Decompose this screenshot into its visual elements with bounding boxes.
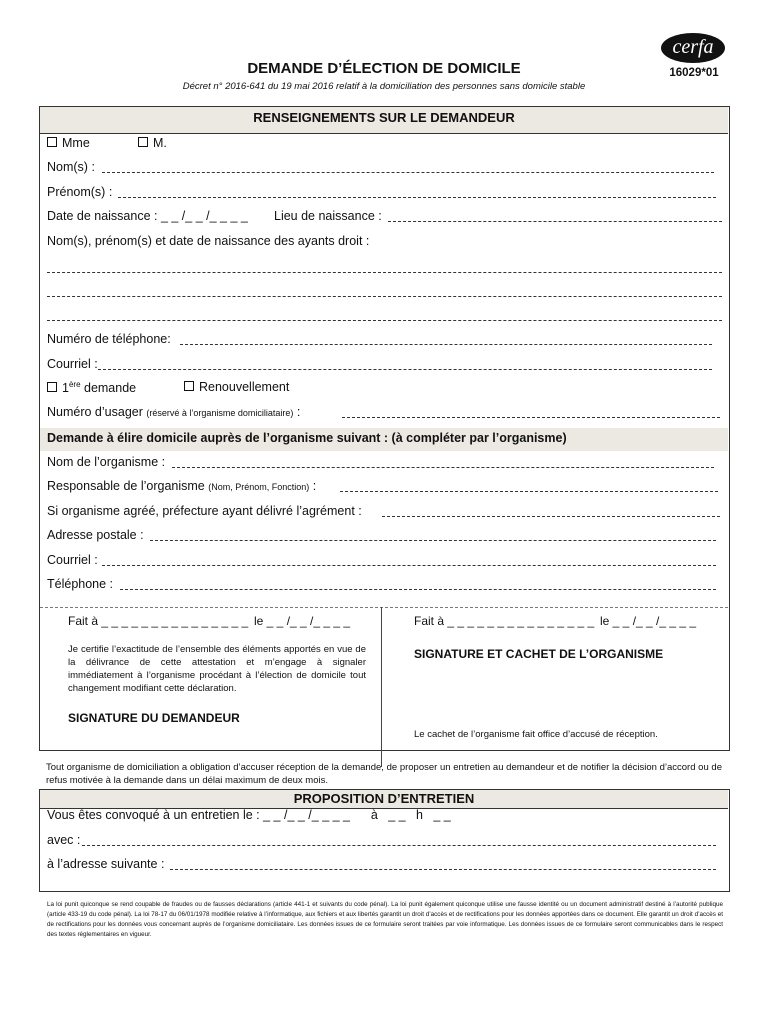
checkbox-label: demande [80, 381, 137, 396]
superscript: ère [68, 380, 81, 389]
field-nom-organisme[interactable] [172, 467, 714, 468]
section-header-entretien [40, 790, 728, 809]
label-prenom: Prénom(s) : [47, 185, 113, 199]
field-lieu-naissance[interactable] [388, 221, 722, 222]
field-courriel-org[interactable] [102, 565, 716, 566]
label-lieu-naissance: Lieu de naissance : [274, 209, 382, 223]
label-nom-organisme: Nom de l’organisme : [47, 455, 166, 469]
checkbox-label: M. [153, 136, 167, 150]
form-number: 16029*01 [669, 67, 719, 79]
section-title-organisme: Demande à élire domicile auprès de l’organisme suivant : (à compléter par l’organisme) [47, 431, 567, 445]
label-avec: avec : [47, 833, 81, 847]
label-colon: : [296, 405, 301, 419]
checkbox-icon [47, 137, 57, 147]
notice-text: Tout organisme de domiciliation a obligation d’accuser réception de la demande, de proposer un entretien au demandeur et de notifier la décision d’accord ou de refus motivée à la demande dans un délai maximum de deux mois. [46, 762, 722, 786]
signature-divider [40, 607, 728, 608]
label-note: (réservé à l’organisme domiciliataire) [146, 408, 294, 418]
label-note: (Nom, Prénom, Fonction) [208, 482, 310, 492]
section-title: PROPOSITION D’ENTRETIEN [293, 791, 475, 806]
field-ayants-droit-1[interactable] [47, 272, 722, 273]
field-adresse-entretien[interactable] [170, 869, 716, 870]
checkbox-icon [47, 382, 57, 392]
checkbox-label: Mme [62, 136, 90, 150]
cerfa-logo: cerfa [661, 33, 725, 63]
label-adresse-postale: Adresse postale : [47, 528, 144, 542]
cachet-note: Le cachet de l’organisme fait office d’accusé de réception. [414, 729, 658, 740]
checkbox-mme[interactable] [47, 136, 90, 150]
field-adresse-postale[interactable] [150, 540, 716, 541]
checkbox-icon [138, 137, 148, 147]
signature-organisme-label: SIGNATURE ET CACHET DE L’ORGANISME [414, 647, 664, 661]
field-ayants-droit-2[interactable] [47, 296, 722, 297]
certification-text: Je certifie l’exactitude de l’ensemble des éléments apportés en vue de la délivrance de cette attestation et m’engage à signaler immédiatement à l’organisme procédant à l’élection de domicile tout changement modifiant cette déclaration. [68, 644, 366, 694]
signature-column-divider [381, 607, 382, 767]
label-nom: Nom(s) : [47, 160, 95, 174]
field-courriel[interactable] [98, 369, 712, 370]
field-ayants-droit-3[interactable] [47, 320, 722, 321]
label-courriel-org: Courriel : [47, 553, 98, 567]
label-responsable [47, 479, 316, 493]
checkbox-label: 1 [62, 381, 69, 396]
field-avec[interactable] [82, 845, 716, 846]
field-convocation[interactable]: Vous êtes convoqué à un entretien le : _ _ /_ _ /_ _ _ _ à _ _ h _ _ [47, 808, 451, 822]
checkbox-m[interactable] [138, 136, 167, 150]
legal-notice: La loi punit quiconque se rend coupable de fraudes ou de fausses déclarations (article 441-1 et suivants du code pénal). La loi punit également quiconque utilise une fausse identité ou un document administratif destiné à l’autorité publique (article 433-19 du code pénal). La loi 78-17 du 06/01/1978 modifiée relative à l’informatique, aux fichiers et aux libertés garantit un droit d’accès et de rectifications pour les données apportées dans ce document. Elle garantit un droit d’accès et de rectifications pour les données vous concernant auprès de l’organisme domiciliataire. Les données issues de ce formulaire seront traitées par voie informatique. Les données issues de ce formulaire seront communicables dans le respect des textes réglementaires en vigueur. [47, 901, 723, 938]
label-text: Responsable de l’organisme [47, 479, 205, 493]
form-subtitle: Décret n° 2016-641 du 19 mai 2016 relatif à la domiciliation des personnes sans domicile stable [182, 81, 586, 92]
field-fait-a-left[interactable]: Fait à _ _ _ _ _ _ _ _ _ _ _ _ _ _ _ [68, 614, 249, 628]
section-title: RENSEIGNEMENTS SUR LE DEMANDEUR [253, 110, 515, 125]
field-date-left[interactable]: le _ _ /_ _ /_ _ _ _ [254, 614, 351, 628]
checkbox-renouvellement[interactable] [184, 380, 289, 394]
label-numero-usager [47, 405, 300, 419]
label-courriel: Courriel : [47, 357, 98, 371]
signature-demandeur-label: SIGNATURE DU DEMANDEUR [68, 711, 240, 725]
field-date-naissance[interactable]: Date de naissance : _ _ /_ _ /_ _ _ _ [47, 209, 248, 223]
field-agrement[interactable] [382, 516, 720, 517]
checkbox-premiere-demande[interactable] [47, 380, 136, 395]
field-telephone[interactable] [180, 344, 712, 345]
field-fait-a-right[interactable]: Fait à _ _ _ _ _ _ _ _ _ _ _ _ _ _ _ [414, 614, 595, 628]
label-adresse-entretien: à l’adresse suivante : [47, 857, 165, 871]
field-date-right[interactable]: le _ _ /_ _ /_ _ _ _ [600, 614, 697, 628]
field-nom[interactable] [102, 172, 714, 173]
label-ayants-droit: Nom(s), prénom(s) et date de naissance des ayants droit : [47, 234, 370, 248]
label-text: Numéro d’usager [47, 405, 143, 419]
label-colon: : [312, 479, 317, 493]
label-agrement: Si organisme agréé, préfecture ayant délivré l’agrément : [47, 504, 362, 518]
field-telephone-org[interactable] [120, 589, 716, 590]
form-title: DEMANDE D’ÉLECTION DE DOMICILE [247, 60, 521, 77]
field-responsable[interactable] [340, 491, 718, 492]
checkbox-icon [184, 381, 194, 391]
label-telephone-org: Téléphone : [47, 577, 114, 591]
label-telephone: Numéro de téléphone: [47, 332, 171, 346]
field-prenom[interactable] [118, 197, 716, 198]
checkbox-label: Renouvellement [199, 380, 290, 394]
section-header-demandeur [40, 107, 728, 134]
field-numero-usager[interactable] [342, 417, 720, 418]
